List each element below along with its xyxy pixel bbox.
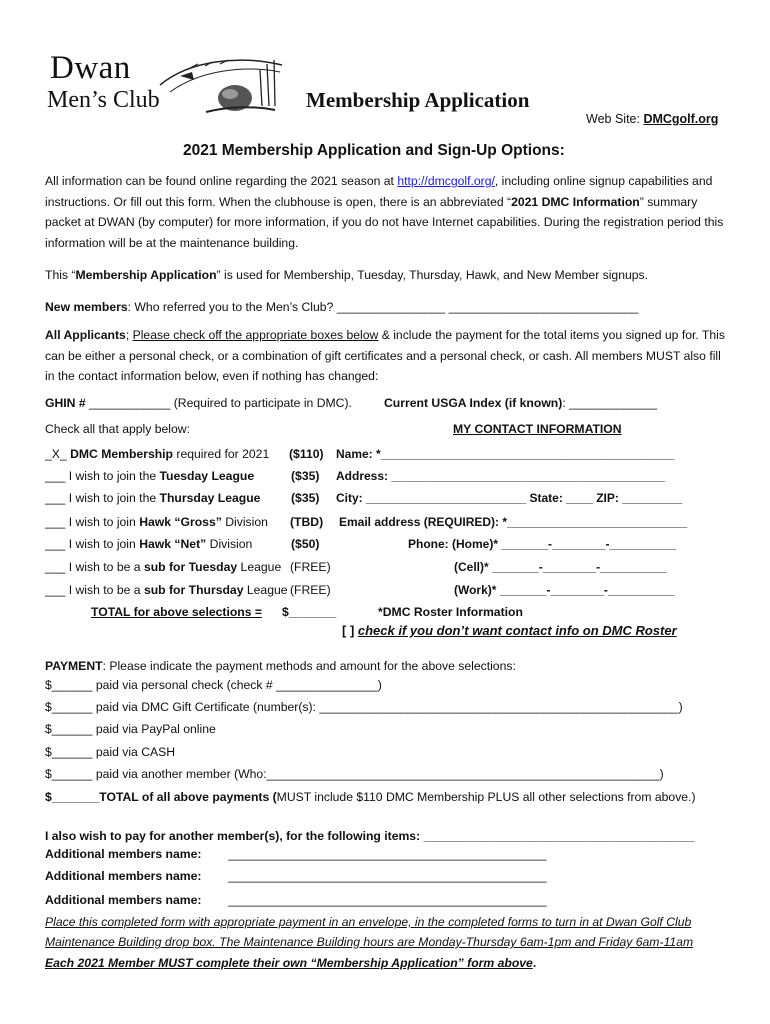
option-bold: Hawk “Gross” (139, 515, 222, 529)
total-selections-label: TOTAL for above selections = (91, 605, 263, 619)
intro-text-a: All information can be found online regarding the 2021 season at (45, 174, 398, 188)
option-text: I wish to join the (68, 491, 160, 505)
home-phone-field[interactable]: Phone: (Home)* _______-________-__________ (408, 537, 677, 551)
website-label: Web Site: (586, 112, 644, 126)
option-price: (TBD) (290, 515, 324, 529)
option-price: (FREE) (290, 583, 331, 597)
contact-info-title: MY CONTACT INFORMATION (453, 422, 622, 436)
option-text: I wish to join (68, 515, 140, 529)
payment-total-label: TOTAL of all above payments ( (99, 790, 277, 804)
payment-intro (45, 659, 516, 673)
ghin-label: GHIN # (45, 396, 86, 410)
additional-member-label: Additional members name: (45, 869, 202, 883)
additional-member-label: Additional members name: (45, 893, 202, 907)
check-all-label: Check all that apply below: (45, 422, 190, 436)
option-checkbox[interactable]: ___ (45, 469, 69, 483)
footer-instructions-1: Place this completed form with appropriate payment in an envelope, in the completed forms to turn in at Dwan Golf Club (45, 915, 692, 929)
option-price: ($110) (289, 447, 324, 461)
all-applicants-underline: Please check off the appropriate boxes below (132, 328, 379, 342)
option-text-end: League (243, 583, 288, 597)
usage-text-a: This “ (45, 268, 76, 282)
option-checkbox[interactable]: ___ (45, 515, 69, 529)
option-text-end: Division (206, 537, 253, 551)
section-title-colon: : (559, 142, 565, 159)
cell-phone-field[interactable]: (Cell)* _______-________-__________ (454, 560, 667, 574)
payment-total-note: MUST include $110 DMC Membership PLUS all other selections from above.) (276, 790, 696, 804)
option-checkbox[interactable]: _X_ (45, 447, 71, 461)
option-text-end: League (237, 560, 282, 574)
option-checkbox[interactable]: ___ (45, 560, 69, 574)
option-bold: Hawk “Net” (139, 537, 207, 551)
option-text: I wish to join (68, 537, 140, 551)
option-row[interactable] (45, 583, 288, 597)
option-row[interactable] (45, 560, 281, 574)
payment-total-line (45, 790, 696, 804)
intro-bold-info: 2021 DMC Information (511, 194, 640, 209)
address-field[interactable]: Address: _________________________________________ (336, 469, 665, 483)
option-bold: sub for Tuesday (143, 560, 238, 574)
usga-field[interactable]: : _____________ (562, 396, 658, 410)
section-title (183, 142, 565, 160)
option-checkbox[interactable]: ___ (45, 491, 69, 505)
option-checkbox[interactable]: ___ (45, 537, 69, 551)
new-members-text[interactable]: : Who referred you to the Men’s Club? ________________ ____________________________ (127, 300, 639, 314)
all-applicants-sep: ; (125, 328, 133, 342)
usga-line (384, 396, 657, 410)
footer-period: . (532, 956, 537, 970)
payment-line-gift-certificate[interactable]: $______ paid via DMC Gift Certificate (number(s): _____________________________________________________) (45, 700, 683, 714)
new-members-line (45, 297, 725, 318)
all-applicants-label: All Applicants (45, 328, 126, 342)
all-applicants-paragraph (45, 325, 725, 387)
email-field[interactable]: Email address (REQUIRED): *___________________________ (339, 515, 688, 529)
all-applicants-text: & include the payment for the total items you signed up for. This can be either a personal check, or a combination of gift certificates and a personal check, or cash. All members MUST also fill in the contact information below, even if nothing has changed: (45, 328, 725, 383)
option-bold: Thursday League (159, 491, 261, 505)
additional-members-intro[interactable]: I also wish to pay for another member(s), for the following items: ________________________________________ (45, 829, 695, 843)
footer-requirement-text: Each 2021 Member MUST complete their own “Membership Application” form above (45, 956, 533, 970)
option-text-end: required for 2021 (173, 447, 270, 461)
logo-text-mens-club: Men’s Club (47, 87, 160, 113)
option-checkbox[interactable]: ___ (45, 583, 69, 597)
section-title-text: 2021 Membership Application and Sign-Up Options (183, 142, 560, 159)
total-selections-field[interactable]: $_______ (282, 605, 337, 619)
footer-requirement (45, 956, 536, 970)
intro-text-b: , including online signup capabilities and instructions. Or fill out this form. When the clubhouse is open, there is an abbreviated “ (45, 174, 713, 209)
payment-line-check[interactable]: $______ paid via personal check (check # _______________) (45, 678, 382, 692)
roster-opt-out-text: check if you don’t want contact info on DMC Roster (357, 623, 677, 638)
name-field[interactable]: Name: *____________________________________________ (336, 447, 675, 461)
usage-paragraph (45, 265, 725, 286)
payment-line-cash[interactable]: $______ paid via CASH (45, 745, 176, 759)
roster-opt-out-checkbox[interactable]: [ ] (342, 623, 358, 638)
option-row[interactable] (45, 491, 260, 505)
ghin-line (45, 396, 352, 410)
intro-paragraph (45, 171, 725, 253)
payment-total-field[interactable]: $_______ (45, 790, 100, 804)
usage-bold: Membership Application (75, 268, 217, 282)
option-text: I wish to be a (68, 560, 144, 574)
option-text: I wish to be a (68, 583, 144, 597)
work-phone-field[interactable]: (Work)* _______-________-__________ (454, 583, 675, 597)
application-title: Membership Application (306, 88, 530, 112)
option-price: (FREE) (290, 560, 331, 574)
additional-member-field[interactable]: _______________________________________________ (228, 869, 547, 883)
option-bold: DMC Membership (70, 447, 174, 461)
option-text-end: Division (221, 515, 268, 529)
payment-label: PAYMENT (45, 659, 103, 673)
option-price: ($50) (291, 537, 320, 551)
option-bold: Tuesday League (159, 469, 255, 483)
additional-member-label: Additional members name: (45, 847, 202, 861)
payment-line-paypal[interactable]: $______ paid via PayPal online (45, 722, 216, 736)
option-row[interactable] (45, 537, 252, 551)
usga-label: Current USGA Index (if known) (384, 396, 563, 410)
option-text: I wish to join the (68, 469, 160, 483)
golf-ball-flag-logo-icon (150, 50, 290, 120)
website-link[interactable]: DMCgolf.org (643, 112, 719, 126)
option-bold: sub for Thursday (143, 583, 244, 597)
roster-opt-out-line[interactable] (342, 623, 677, 638)
option-row[interactable] (45, 469, 254, 483)
dmcgolf-link[interactable]: http://dmcgolf.org/ (397, 174, 495, 188)
intro-text-c: ” summary packet at DWAN (by computer) for more information, if you do not have Internet capabilities. During the registration period this information will be at the maintenance building. (45, 194, 724, 250)
additional-member-field[interactable]: _______________________________________________ (228, 847, 547, 861)
roster-info-label: *DMC Roster Information (378, 605, 523, 619)
option-price: ($35) (291, 469, 320, 483)
additional-member-field[interactable]: _______________________________________________ (228, 893, 547, 907)
usage-text-b: ” is used for Membership, Tuesday, Thursday, Hawk, and New Member signups. (216, 268, 649, 282)
option-row[interactable] (45, 447, 269, 461)
option-price: ($35) (291, 491, 320, 505)
new-members-label: New members (45, 300, 128, 314)
payment-line-other-member[interactable]: $______ paid via another member (Who:__________________________________________________________) (45, 767, 664, 781)
footer-instructions-2: Maintenance Building drop box. The Maintenance Building hours are Monday-Thursday 6am-1pm and Friday 6am-11am (45, 935, 694, 949)
logo-text-dwan: Dwan (50, 50, 131, 86)
ghin-field[interactable]: ____________ (Required to participate in DMC). (85, 396, 352, 410)
website-line (586, 112, 718, 126)
city-state-zip-field[interactable]: City: ________________________ State: ____ ZIP: _________ (336, 491, 683, 505)
payment-intro-text: : Please indicate the payment methods and amount for the above selections: (102, 659, 516, 673)
option-row[interactable] (45, 515, 268, 529)
